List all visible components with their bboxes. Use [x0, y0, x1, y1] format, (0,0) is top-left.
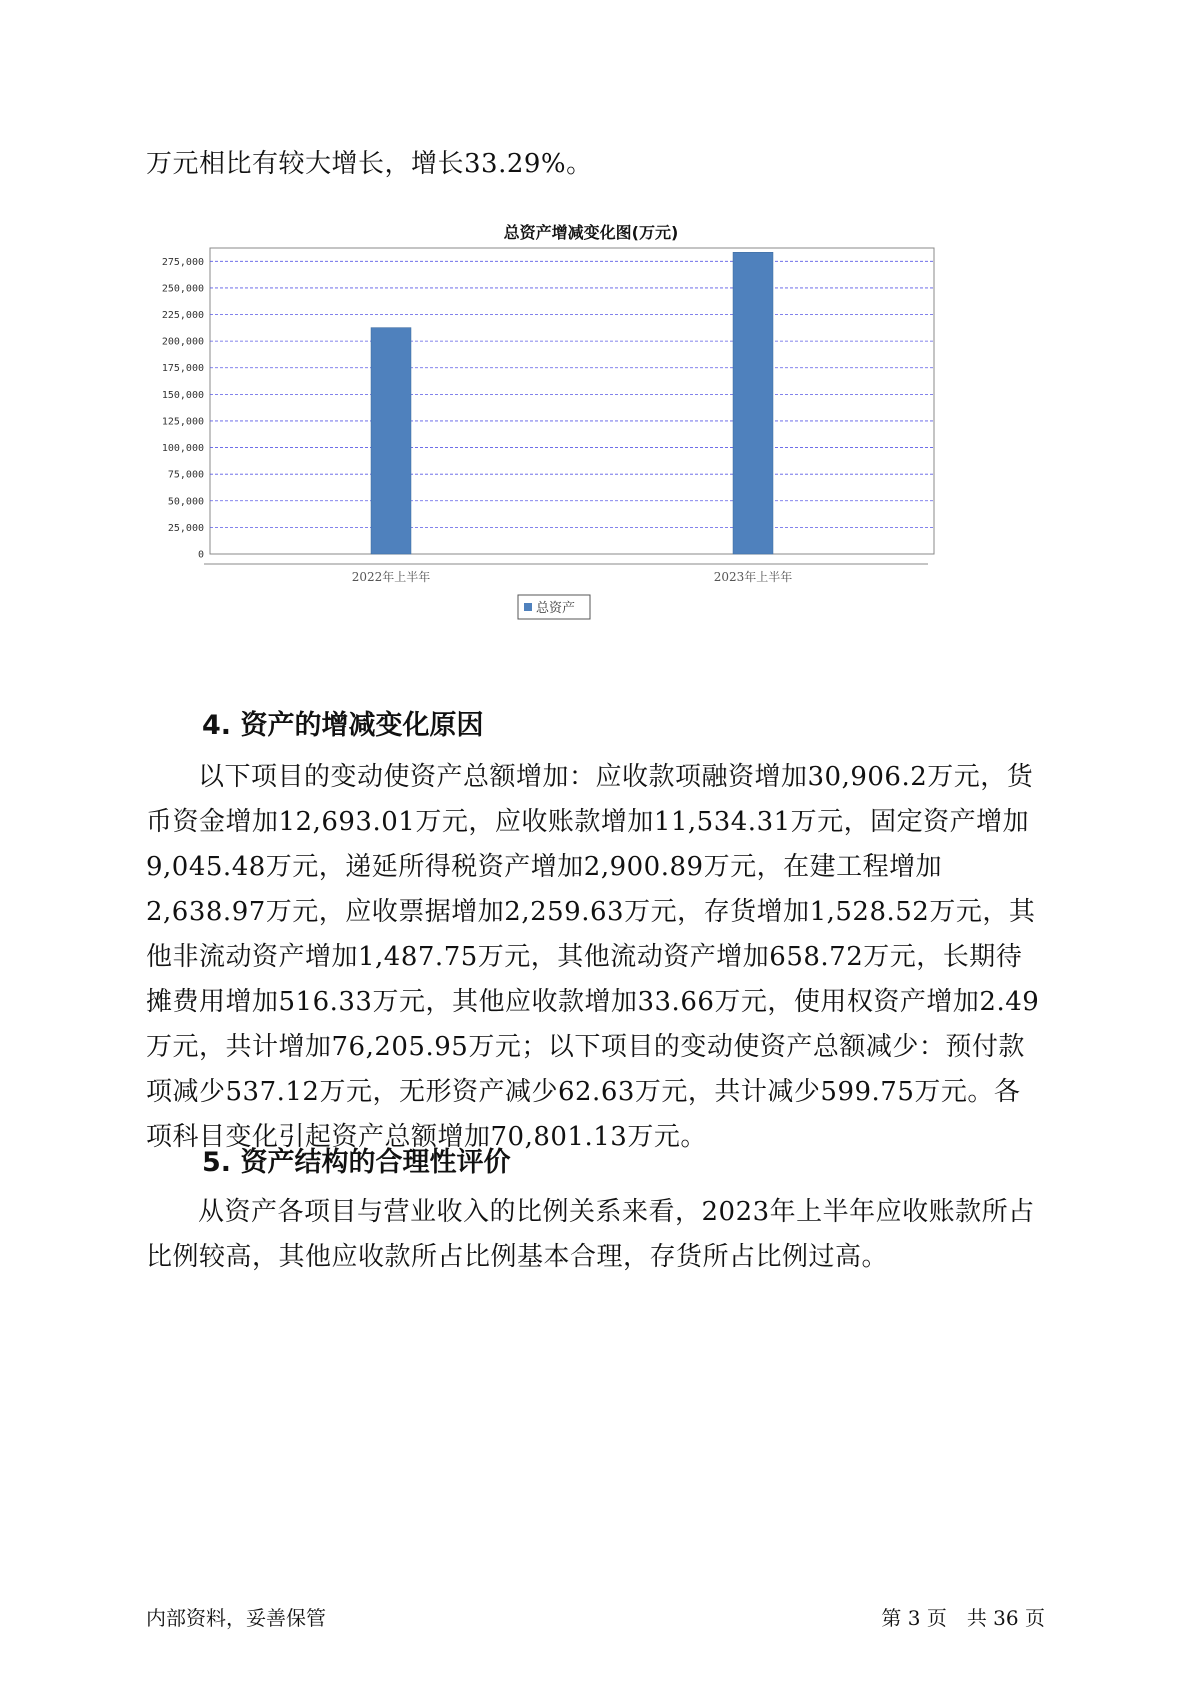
section4-paragraph: 以下项目的变动使资产总额增加：应收款项融资增加30,906.2万元，货币资金增加12,693.01万元，应收账款增加11,534.31万元，固定资产增加9,045.48万元，递延所得税资产增加2,900.89万元，在建工程增加2,638.97万元，应收票据增加2,259.63万元，存货增加1,528.52万元，其他非流动资产增加1,487.75万元，其他流动资产增加658.72万元，长期待摊费用增加516.33万元，其他应收款增加33.66万元，使用权资产增加2.49万元，共计增加76,205.95万元；以下项目的变动使资产总额减少：预付款项减少537.12万元，无形资产减少62.63万元，共计减少599.75万元。各项科目变化引起资产总额增加70,801.13万元。 — [146, 762, 1040, 1152]
y-tick-label: 75,000 — [167, 469, 204, 481]
legend-swatch — [524, 603, 532, 611]
y-tick-label: 0 — [197, 549, 204, 561]
y-tick-label: 275,000 — [161, 256, 204, 268]
x-tick-label: 2023年上半年 — [713, 570, 793, 584]
y-tick-label: 175,000 — [161, 363, 204, 375]
section5-title: 5. 资产结构的合理性评价 — [202, 1147, 511, 1178]
section5-paragraph: 从资产各项目与营业收入的比例关系来看，2023年上半年应收账款所占比例较高，其他应收款所占比例基本合理，存货所占比例过高。 — [146, 1197, 1035, 1272]
plot-area — [162, 248, 934, 584]
intro-line: 万元相比有较大增长，增长33.29%。 — [146, 149, 593, 179]
chart-legend — [518, 595, 590, 619]
y-tick-label: 225,000 — [161, 310, 204, 322]
total-assets-chart — [160, 222, 1020, 682]
chart-svg — [160, 222, 1020, 682]
x-tick-label: 2022年上半年 — [351, 570, 431, 584]
y-tick-label: 200,000 — [161, 336, 204, 348]
footer-page-number: 第 3 页 共 36 页 — [881, 1606, 1045, 1630]
y-tick-label: 250,000 — [161, 283, 204, 295]
y-tick-label: 100,000 — [161, 443, 204, 455]
chart-title: 总资产增减变化图(万元) — [503, 223, 679, 242]
footer-confidential: 内部资料，妥善保管 — [146, 1606, 326, 1630]
section4-title: 4. 资产的增减变化原因 — [202, 710, 484, 741]
y-tick-label: 50,000 — [167, 496, 204, 508]
y-tick-label: 125,000 — [161, 416, 204, 428]
y-tick-label: 25,000 — [167, 522, 204, 534]
y-tick-label: 150,000 — [161, 389, 204, 401]
legend-label: 总资产 — [536, 601, 576, 616]
bar — [371, 328, 411, 554]
plot-border — [210, 248, 934, 554]
bar — [733, 252, 773, 554]
